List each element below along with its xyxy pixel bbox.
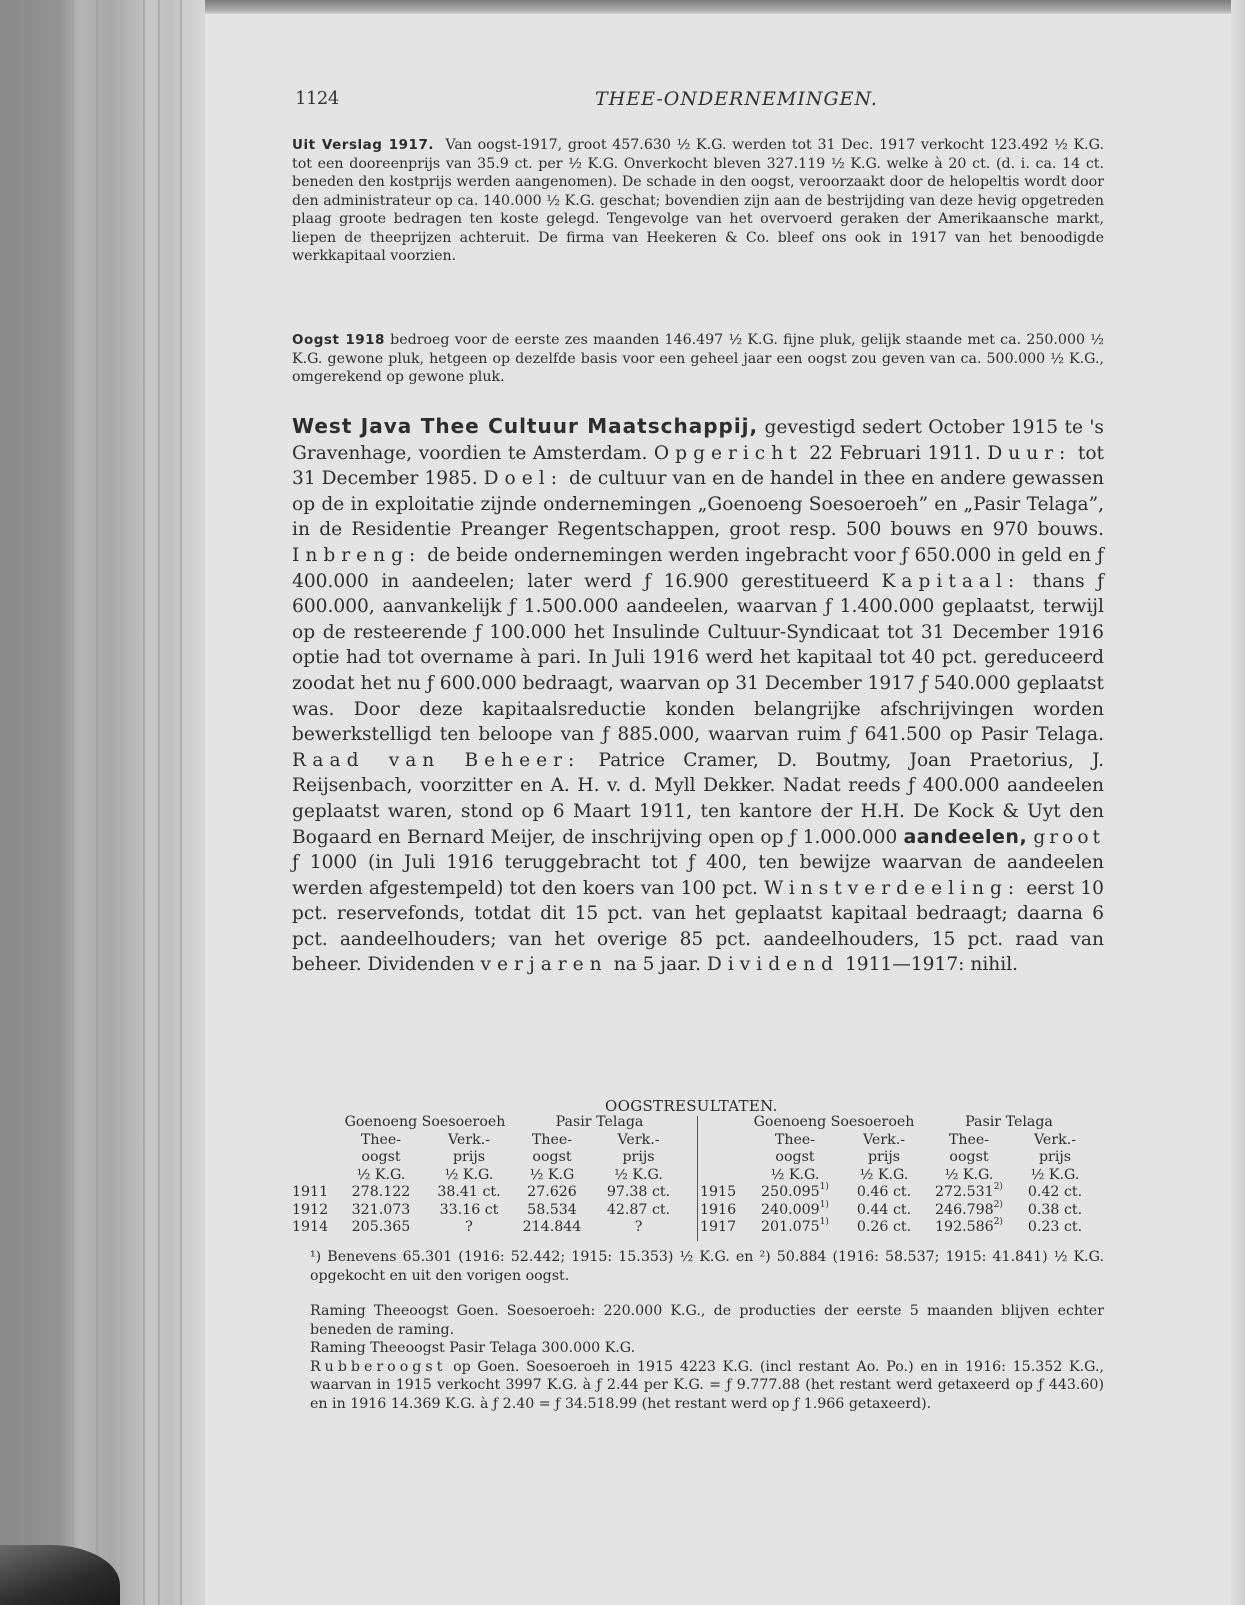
col-head: prijs xyxy=(452,1149,486,1165)
cell: 278.122 xyxy=(351,1184,411,1200)
cell: 0.23 ct. xyxy=(1027,1219,1083,1235)
column-header-row xyxy=(700,1149,1095,1167)
year-cell: 1912 xyxy=(292,1201,329,1218)
col-head: oogst xyxy=(949,1149,989,1165)
year-cell: 1916 xyxy=(700,1201,737,1218)
col-head: ½ K.G. xyxy=(356,1166,406,1183)
cell: 97.38 ct. xyxy=(606,1184,671,1200)
col-head: Thee- xyxy=(360,1131,402,1148)
col-head: ½ K.G. xyxy=(1030,1166,1080,1183)
cell: 0.26 ct. xyxy=(856,1219,912,1235)
company-entry xyxy=(292,414,1104,978)
verslag-1917-text: Van oogst-1917, groot 457.630 ½ K.G. werden tot 31 Dec. 1917 verkocht 123.492 ½ K.G. tot een dooreenprijs van 35.9 ct. per ½ K.G. Onverkocht bleven 327.119 ½ K.G. welke à 20 ct. (d. i. ca. 14 ct. beneden den kostprijs werden aangenomen). De schade in den oogst, veroorzaakt door de helopeltis wordt door den administrateur op ca. 140.000 ½ K.G. geschat; bovendien zijn aan de bestrijding van deze hevig opgetreden plaag groote bedragen ten koste gelegd. Tengevolge van het overvoerd geraken der Amerikaansche markt, liepen de theeprijzen achteruit. De firma van Heekeren & Co. bleef ons ook in 1917 van het benoodigde werkkapitaal voorzien. xyxy=(292,137,1104,264)
duur-label: Duur: xyxy=(987,442,1072,464)
cell: 0.46 ct. xyxy=(856,1184,912,1200)
doel-label: Doel: xyxy=(483,468,563,490)
year-cell: 1915 xyxy=(700,1184,737,1200)
raming-goen: Raming Theeoogst Goen. Soesoeroeh: 220.000 K.G., de producties der eerste 5 maanden blijven echter beneden de raming. xyxy=(310,1303,1104,1338)
page-header xyxy=(295,88,1095,118)
column-header-row xyxy=(292,1167,686,1185)
cell xyxy=(745,1184,845,1202)
table-divider xyxy=(697,1116,698,1241)
cell: 0.38 ct. xyxy=(1027,1201,1083,1218)
aandeelen-text: ƒ 1000 (in Juli 1916 teruggebracht tot ƒ 400, ten bewijze waarvan de aandeelen werden afgestempeld) tot den koers van 100 pct. xyxy=(292,852,1104,899)
col-head: Verk.- xyxy=(447,1131,491,1148)
oogst-1918-lead: Oogst 1918 xyxy=(292,332,385,348)
col-head: ½ K.G. xyxy=(944,1166,994,1183)
group-pasir: Pasir Telaga xyxy=(965,1114,1053,1130)
cell-value: 272.531 xyxy=(935,1184,994,1200)
column-header-row xyxy=(292,1149,686,1167)
cell: 58.534 xyxy=(527,1201,577,1218)
col-head: ½ K.G. xyxy=(770,1166,820,1183)
col-head: oogst xyxy=(775,1149,815,1165)
table-row xyxy=(292,1184,686,1202)
running-title: THEE-ONDERNEMINGEN. xyxy=(595,88,878,110)
winst-label: Winstverdeeling: xyxy=(764,877,1021,899)
group-header-row xyxy=(292,1114,686,1132)
rubber-paragraph xyxy=(292,1358,1104,1414)
table-row xyxy=(292,1219,686,1237)
table-row xyxy=(700,1202,1095,1220)
table-row xyxy=(700,1184,1095,1202)
footnote-ref: 1) xyxy=(819,1182,829,1192)
cell xyxy=(923,1184,1015,1202)
col-head: Verk.- xyxy=(617,1131,660,1148)
raad-label: Raad van Beheer: xyxy=(292,749,581,771)
cell: 321.073 xyxy=(351,1201,411,1218)
col-head: prijs xyxy=(867,1149,901,1165)
group-pasir: Pasir Telaga xyxy=(555,1114,644,1130)
cell-value: 201.075 xyxy=(761,1219,820,1235)
year-cell: 1914 xyxy=(292,1219,329,1235)
cell-value: 250.095 xyxy=(761,1184,820,1200)
inbreng-text: de beide ondernemingen werden ingebracht voor ƒ 650.000 in geld en ƒ 400.000 in aandeelen; later werd ƒ 16.900 gerestitueerd xyxy=(292,544,1104,592)
book-binding xyxy=(0,0,205,1605)
col-head: Thee- xyxy=(948,1131,990,1148)
year-cell: 1911 xyxy=(292,1184,329,1200)
cell-value: 246.798 xyxy=(935,1201,994,1218)
column-header-row xyxy=(700,1167,1095,1185)
col-head: oogst xyxy=(532,1149,572,1165)
footnote-ref: 1) xyxy=(819,1217,829,1227)
kapitaal-text: thans ƒ 600.000, aanvankelijk ƒ 1.500.000 aandeelen, waarvan ƒ 1.400.000 geplaatst, terwijl op de resteerende ƒ 100.000 het Insulinde Cultuur-Syndicaat tot 31 December 1916 optie had tot overname à pari. In Juli 1916 werd het kapitaal tot 40 pct. gereduceerd zoodat het nu ƒ 600.000 bedraagt, waarvan op 31 December 1917 ƒ 540.000 geplaatst was. Door deze kapitaalsreductie konden belangrijke afschrijvingen worden bewerkstelligd ten beloope van ƒ 885.000, waarvan ruim ƒ 641.500 op Pasir Telaga. xyxy=(292,570,1105,746)
verjaren-label: verjaren xyxy=(480,954,608,976)
dividend-label: Dividend xyxy=(706,954,840,976)
oogstresultaten-right-table xyxy=(700,1114,1110,1237)
col-head: Thee- xyxy=(774,1131,816,1148)
column-header-row xyxy=(292,1132,686,1150)
cell: 42.87 ct. xyxy=(606,1201,671,1218)
raad-text: Patrice Cramer, D. Boutmy, Joan Praetorius, J. Reijsenbach, voorzitter en A. H. v. d. Myll Dekker. Nadat reeds ƒ 400.000 aandeelen geplaatst waren, stond op 6 Maart 1911, ten kantore der H.H. De Kock & Uyt den Bogaard en Bernard Meijer, de inschrijving open op ƒ 1.000.000 xyxy=(292,749,1104,848)
col-head: ½ K.G xyxy=(529,1166,575,1183)
duur-text: tot 31 December 1985. xyxy=(292,442,1105,490)
inbreng-label: Inbreng: xyxy=(292,544,422,566)
oogstresultaten-title: OOGSTRESULTATEN. xyxy=(605,1097,778,1115)
col-head: prijs xyxy=(1038,1149,1072,1165)
raming-pasir: Raming Theeoogst Pasir Telaga 300.000 K.G. xyxy=(310,1340,636,1356)
cell: 0.42 ct. xyxy=(1027,1184,1083,1200)
column-header-row xyxy=(700,1132,1095,1150)
oogst-1918-paragraph xyxy=(292,331,1104,387)
verslag-1917-paragraph xyxy=(292,136,1104,266)
cell: 33.16 ct xyxy=(439,1201,499,1218)
cell xyxy=(745,1199,845,1220)
doel-text: de cultuur van en de handel in thee en andere gewassen op de in exploitatie zijnde ondernemingen „Goenoeng Soesoeroeh” en „Pasir Telaga”, in de Residentie Preanger Regentschappen, groot resp. 500 bouws en 970 bouws. xyxy=(292,468,1104,541)
footnote-ref: 1) xyxy=(819,1199,829,1210)
col-head: Verk.- xyxy=(862,1131,906,1148)
table-footnote xyxy=(292,1248,1104,1285)
dividend-text: 1911—1917: nihil. xyxy=(844,954,1019,976)
cell: ? xyxy=(465,1219,473,1235)
cell: ? xyxy=(634,1219,643,1235)
group-header-row xyxy=(700,1114,1095,1132)
cell: 0.44 ct. xyxy=(856,1201,912,1218)
footnote-ref: 2) xyxy=(993,1217,1003,1227)
kapitaal-label: Kapitaal: xyxy=(881,570,1021,592)
rubber-label: Rubberoogst xyxy=(310,1358,447,1375)
opgericht-label: Opgericht xyxy=(653,442,803,464)
cell: 214.844 xyxy=(522,1219,582,1235)
footnote-ref: 2) xyxy=(993,1199,1003,1210)
company-name: West Java Thee Cultuur Maatschappij, xyxy=(292,414,759,438)
opgericht-text: 22 Februari 1911. xyxy=(809,442,981,464)
rubber-text: op Goen. Soesoeroeh in 1915 4223 K.G. (incl restant Ao. Po.) en in 1916: 15.352 K.G., waarvan in 1915 verkocht 3997 K.G. à ƒ 2.44 per K.G. = ƒ 9.777.88 (het restant werd getaxeerd op ƒ 443.60) en in 1916 14.369 K.G. à ƒ 2.40 = ƒ 34.518.99 (het restant werd op ƒ 1.966 getaxeerd). xyxy=(310,1358,1105,1412)
raming-section xyxy=(292,1302,1104,1413)
page-right-edge xyxy=(1231,0,1245,1605)
group-goenoeng: Goenoeng Soesoeroeh xyxy=(344,1114,506,1130)
cell xyxy=(745,1219,845,1237)
col-head: ½ K.G. xyxy=(614,1166,663,1183)
col-head: prijs xyxy=(622,1149,655,1165)
col-head: Thee- xyxy=(531,1131,573,1148)
verjaren-text: na 5 jaar. xyxy=(613,954,701,976)
table-row xyxy=(700,1219,1095,1237)
cell-value: 192.586 xyxy=(935,1219,994,1235)
year-cell: 1917 xyxy=(700,1219,737,1235)
verslag-1917-lead: Uit Verslag 1917. xyxy=(292,137,434,153)
col-head: Verk.- xyxy=(1033,1131,1077,1148)
oogst-1918-text: bedroeg voor de eerste zes maanden 146.497 ½ K.G. fijne pluk, gelijk staande met ca. 250.000 ½ K.G. gewone pluk, hetgeen op dezelfde basis voor een geheel jaar een oogst zou geven van ca. 500.000 ½ K.G., omgerekend op gewone pluk. xyxy=(292,332,1104,385)
cell: 27.626 xyxy=(527,1184,577,1200)
company-intro: gevestigd sedert October 1915 te 's Gravenhage, voordien te Amsterdam. xyxy=(292,417,1104,464)
groot-label: groot xyxy=(1033,826,1104,848)
winst-text: eerst 10 pct. reservefonds, totdat dit 15 pct. van het geplaatst kapitaal bedraagt; daarna 6 pct. aandeelhouders; van het overige 85 pct. aandeelhouders, 15 pct. raad van beheer. Dividenden xyxy=(292,877,1104,976)
cell: 38.41 ct. xyxy=(437,1184,501,1200)
aandeelen-label: aandeelen, xyxy=(903,825,1028,848)
col-head: oogst xyxy=(361,1149,401,1165)
col-head: ½ K.G. xyxy=(444,1166,494,1183)
table-row xyxy=(292,1202,686,1220)
cell-value: 240.009 xyxy=(761,1201,820,1218)
oogstresultaten-left-table xyxy=(292,1114,692,1237)
col-head: ½ K.G. xyxy=(859,1166,909,1183)
cell: 205.365 xyxy=(351,1219,411,1235)
footnote-text: ¹) Benevens 65.301 (1916: 52.442; 1915: 15.353) ½ K.G. en ²) 50.884 (1916: 58.537; 1915: 41.841) ½ K.G. opgekocht en uit den vorigen oogst. xyxy=(310,1249,1104,1284)
cell xyxy=(923,1219,1015,1237)
group-goenoeng: Goenoeng Soesoeroeh xyxy=(753,1114,915,1130)
page-number: 1124 xyxy=(295,88,339,109)
footnote-ref: 2) xyxy=(993,1182,1003,1192)
